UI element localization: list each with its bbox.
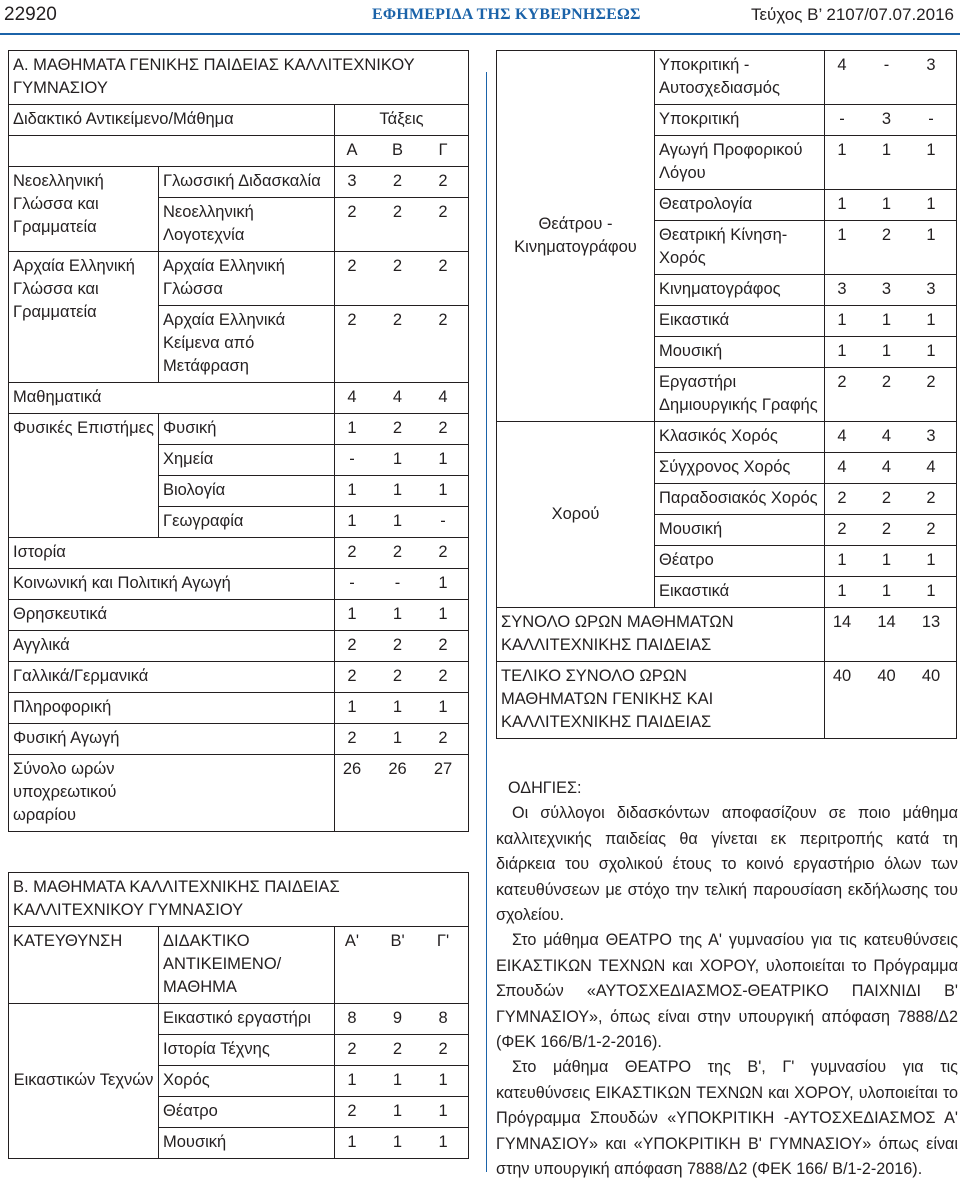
subject-cell: Θεατρολογία — [655, 190, 825, 221]
class-value: 1 — [837, 582, 847, 600]
subject-cell: Βιολογία — [159, 476, 335, 507]
subject-cell: Φυσική Αγωγή — [9, 724, 335, 755]
value-cell — [335, 476, 469, 507]
class-value: 2 — [438, 636, 448, 654]
class-value: Α — [346, 141, 358, 159]
class-value: 1 — [392, 1071, 403, 1089]
class-value: 2 — [438, 667, 448, 685]
table-row — [9, 569, 469, 600]
class-value: 2 — [438, 419, 448, 437]
value-cell — [825, 662, 957, 739]
class-value: 1 — [837, 551, 847, 569]
group-cell: Εικαστικών Τεχνών — [9, 1004, 159, 1159]
class-value: 4 — [837, 427, 847, 445]
table-row — [9, 136, 469, 167]
subject-cell: Θέατρο — [655, 546, 825, 577]
value-cell — [335, 1004, 469, 1035]
class-value: - — [440, 512, 446, 530]
subject-cell: Μουσική — [159, 1128, 335, 1159]
class-value: 1 — [438, 1133, 448, 1151]
instructions-paragraph: Οι σύλλογοι διδασκόντων αποφασίζουν σε ποιο μάθημα καλλιτεχνικής παιδείας θα γίνεται εκ περιτροπής κατά τη διάρκεια του σχολικού έτους το κοινό εργαστήριο όλων των κατευθύνσεων με στόχο την τελική παρουσίαση εκδήλωσης του σχολείου. — [496, 804, 958, 925]
value-cell — [825, 105, 957, 136]
total-label: ΤΕΛΙΚΟ ΣΥΝΟΛΟ ΩΡΩΝ ΜΑΘΗΜΑΤΩΝ ΓΕΝΙΚΗΣ ΚΑΙ ΚΑΛΛΙΤΕΧΝΙΚΗΣ ΠΑΙΔΕΙΑΣ — [497, 662, 825, 739]
table-row — [497, 422, 957, 453]
subject-header: ΔΙΔΑΚΤΙΚΟ ΑΝΤΙΚΕΙΜΕΝΟ/ ΜΑΘΗΜΑ — [159, 927, 335, 1004]
class-value: 2 — [438, 172, 448, 190]
table-b-title: Β. ΜΑΘΗΜΑΤΑ ΚΑΛΛΙΤΕΧΝΙΚΗΣ ΠΑΙΔΕΙΑΣ ΚΑΛΛΙΤΕΧΝΙΚΟΥ ΓΥΜΝΑΣΙΟΥ — [9, 873, 469, 927]
subject-cell: Σύγχρονος Χορός — [655, 453, 825, 484]
class-value: 1 — [837, 342, 847, 360]
value-cell — [335, 631, 469, 662]
class-value: 1 — [392, 1133, 403, 1151]
class-value: Γ' — [436, 932, 450, 950]
class-value: 3 — [881, 110, 892, 128]
class-value: 2 — [392, 172, 403, 190]
class-value: 2 — [881, 520, 892, 538]
class-value: 2 — [438, 257, 448, 275]
subject-cell: Θεατρική Κίνηση-Χορός — [655, 221, 825, 275]
class-value: 40 — [921, 667, 941, 685]
subject-cell: Κλασικός Χορός — [655, 422, 825, 453]
class-value: 1 — [347, 481, 357, 499]
group-cell: Θεάτρου - Κινηματογράφου — [497, 51, 655, 422]
value-cell — [825, 515, 957, 546]
class-value: 1 — [347, 512, 357, 530]
table-row — [9, 631, 469, 662]
value-cell — [335, 755, 469, 832]
table-row — [9, 252, 469, 306]
table-row — [9, 167, 469, 198]
value-cell — [335, 414, 469, 445]
class-value: 2 — [392, 311, 403, 329]
class-value: 8 — [347, 1009, 357, 1027]
value-cell — [825, 422, 957, 453]
subject-cell: Γλωσσική Διδασκαλία — [159, 167, 335, 198]
class-value: 1 — [438, 605, 448, 623]
class-value: 2 — [837, 520, 847, 538]
class-value: 1 — [837, 311, 847, 329]
value-cell — [335, 1066, 469, 1097]
value-cell — [825, 484, 957, 515]
column-separator — [486, 72, 487, 1172]
class-value: 3 — [926, 280, 936, 298]
class-value: 2 — [881, 373, 892, 391]
class-value: 1 — [392, 481, 403, 499]
subject-cell: Εικαστικά — [655, 577, 825, 608]
subject-cell: Εικαστικά — [655, 306, 825, 337]
value-cell — [335, 927, 469, 1004]
class-value: - — [394, 574, 401, 592]
class-value: 1 — [438, 698, 448, 716]
table-row — [9, 755, 469, 832]
class-value: 2 — [347, 311, 357, 329]
class-value: 4 — [837, 458, 847, 476]
class-value: 4 — [881, 458, 892, 476]
table-row — [9, 383, 469, 414]
class-value: 3 — [347, 172, 357, 190]
value-cell — [335, 693, 469, 724]
class-value: 8 — [438, 1009, 448, 1027]
table-row — [497, 51, 957, 105]
subject-cell: Παραδοσιακός Χορός — [655, 484, 825, 515]
class-value: 40 — [877, 667, 896, 685]
class-value: 1 — [392, 450, 403, 468]
subject-cell: Ιστορία — [9, 538, 335, 569]
table-row — [9, 724, 469, 755]
class-value: 1 — [438, 450, 448, 468]
value-cell — [335, 167, 469, 198]
page-header — [0, 0, 960, 34]
class-value: 26 — [342, 760, 362, 778]
subject-cell: Μουσική — [655, 515, 825, 546]
class-value: 4 — [392, 388, 403, 406]
class-value: - — [928, 110, 934, 128]
value-cell — [335, 252, 469, 306]
class-value: 2 — [438, 311, 448, 329]
class-value: Β' — [390, 932, 405, 950]
subject-cell: Μαθηματικά — [9, 383, 335, 414]
value-cell — [335, 136, 469, 167]
value-cell — [335, 306, 469, 383]
group-cell: Χορού — [497, 422, 655, 608]
class-value: 2 — [438, 543, 448, 561]
class-value: 1 — [438, 481, 448, 499]
class-value: 1 — [926, 141, 936, 159]
classes-header: Τάξεις — [335, 105, 469, 136]
class-value: 4 — [438, 388, 448, 406]
artistic-education-table-right — [496, 50, 957, 739]
class-value: Γ — [438, 141, 448, 159]
value-cell — [335, 445, 469, 476]
value-cell — [335, 1097, 469, 1128]
subject-cell: Γεωγραφία — [159, 507, 335, 538]
value-cell — [825, 453, 957, 484]
subject-cell: Θρησκευτικά — [9, 600, 335, 631]
table-row — [9, 1004, 469, 1035]
value-cell — [825, 221, 957, 275]
value-cell — [335, 1035, 469, 1066]
class-value: 2 — [837, 373, 847, 391]
class-value: 1 — [438, 574, 448, 592]
class-value: 14 — [832, 613, 852, 631]
value-cell — [335, 569, 469, 600]
class-value: 2 — [392, 543, 403, 561]
instructions-heading: ΟΔΗΓΙΕΣ: — [508, 779, 582, 797]
class-value: 3 — [837, 280, 847, 298]
value-cell — [335, 507, 469, 538]
subject-cell: Αγωγή Προφορικού Λόγου — [655, 136, 825, 190]
table-row — [497, 662, 957, 739]
class-value: 2 — [347, 1040, 357, 1058]
value-cell — [335, 538, 469, 569]
subject-cell: Αρχαία Ελληνική Γλώσσα — [159, 252, 335, 306]
class-value: 1 — [926, 551, 936, 569]
class-value: 1 — [438, 1071, 448, 1089]
class-value: 2 — [926, 489, 936, 507]
value-cell — [825, 337, 957, 368]
class-value: 1 — [347, 419, 357, 437]
table-row — [9, 414, 469, 445]
class-value: 3 — [926, 56, 936, 74]
class-value: 3 — [881, 280, 892, 298]
table-row — [9, 51, 469, 105]
subject-cell: Αγγλικά — [9, 631, 335, 662]
class-value: 2 — [392, 636, 403, 654]
total-label: Σύνολο ωρών υποχρεωτικού ωραρίου — [9, 755, 335, 832]
class-value: 2 — [347, 203, 357, 221]
class-value: 1 — [347, 698, 357, 716]
table-row — [9, 927, 469, 1004]
table-a-title: Α. ΜΑΘΗΜΑΤΑ ΓΕΝΙΚΗΣ ΠΑΙΔΕΙΑΣ ΚΑΛΛΙΤΕΧΝΙΚΟΥ ΓΥΜΝΑΣΙΟΥ — [9, 51, 469, 105]
class-value: 2 — [438, 1040, 448, 1058]
subject-cell: Εικαστικό εργαστήρι — [159, 1004, 335, 1035]
class-value: 2 — [347, 729, 357, 747]
value-cell — [825, 368, 957, 422]
class-value: 2 — [392, 257, 403, 275]
class-value: 4 — [837, 56, 847, 74]
subject-cell: Θέατρο — [159, 1097, 335, 1128]
value-cell — [335, 724, 469, 755]
class-value: 4 — [881, 427, 892, 445]
general-education-table — [8, 50, 469, 832]
class-value: 4 — [347, 388, 357, 406]
value-cell — [825, 136, 957, 190]
value-cell — [335, 600, 469, 631]
class-value: 2 — [392, 1040, 403, 1058]
value-cell — [335, 198, 469, 252]
class-value: - — [349, 450, 355, 468]
class-value: 2 — [438, 729, 448, 747]
group-cell: Νεοελληνική Γλώσσα και Γραμματεία — [9, 167, 159, 252]
class-value: 2 — [392, 203, 403, 221]
artistic-education-table-left — [8, 872, 469, 1159]
class-value: 1 — [881, 582, 892, 600]
class-value: 1 — [837, 195, 847, 213]
class-value: 2 — [881, 226, 892, 244]
class-value: 2 — [347, 636, 357, 654]
table-row — [9, 693, 469, 724]
gazette-title: ΕΦΗΜΕΡΙΔΑ ΤΗΣ ΚΥΒΕΡΝΗΣΕΩΣ — [372, 6, 641, 23]
table-row — [497, 608, 957, 662]
subject-cell: Γαλλικά/Γερμανικά — [9, 662, 335, 693]
class-value: 4 — [926, 458, 936, 476]
subject-cell: Φυσική — [159, 414, 335, 445]
subject-cell: Κοινωνική και Πολιτική Αγωγή — [9, 569, 335, 600]
subject-cell: Νεοελληνική Λογοτεχνία — [159, 198, 335, 252]
value-cell — [825, 306, 957, 337]
subject-cell: Υποκριτική — [655, 105, 825, 136]
group-cell: Φυσικές Επιστήμες — [9, 414, 159, 538]
class-value: 1 — [347, 605, 357, 623]
subject-cell: Αρχαία Ελληνικά Κείμενα από Μετάφραση — [159, 306, 335, 383]
class-value: Α' — [344, 932, 360, 950]
class-value: 2 — [347, 543, 357, 561]
instructions-section — [496, 776, 958, 1183]
class-value: 2 — [347, 257, 357, 275]
subject-cell: Υποκριτική - Αυτοσχεδιασμός — [655, 51, 825, 105]
header-rule — [0, 33, 960, 35]
class-value: 1 — [926, 195, 936, 213]
class-value: 1 — [926, 582, 936, 600]
class-value: - — [839, 110, 845, 128]
value-cell — [825, 275, 957, 306]
value-cell — [335, 662, 469, 693]
class-value: 1 — [392, 1102, 403, 1120]
class-value: 1 — [438, 1102, 448, 1120]
table-row — [9, 662, 469, 693]
subject-cell: Ιστορία Τέχνης — [159, 1035, 335, 1066]
value-cell — [9, 136, 335, 167]
class-value: 3 — [926, 427, 936, 445]
class-value: 1 — [392, 698, 403, 716]
class-value: 1 — [926, 311, 936, 329]
subject-cell: Εργαστήρι Δημιουργικής Γραφής — [655, 368, 825, 422]
class-value: 2 — [347, 667, 357, 685]
class-value: 1 — [881, 342, 892, 360]
table-row — [9, 873, 469, 927]
class-value: 1 — [392, 512, 403, 530]
class-value: 2 — [392, 667, 403, 685]
class-value: 2 — [438, 203, 448, 221]
class-value: 9 — [392, 1009, 403, 1027]
value-cell — [335, 383, 469, 414]
value-cell — [825, 577, 957, 608]
value-cell — [825, 190, 957, 221]
class-value: 26 — [388, 760, 407, 778]
page-number: 22920 — [4, 4, 57, 25]
class-value: 1 — [347, 1071, 357, 1089]
value-cell — [825, 608, 957, 662]
class-value: 1 — [392, 605, 403, 623]
subject-cell: Πληροφορική — [9, 693, 335, 724]
class-value: 40 — [832, 667, 852, 685]
class-value: 27 — [433, 760, 453, 778]
class-value: 1 — [837, 141, 847, 159]
total-label: ΣΥΝΟΛΟ ΩΡΩΝ ΜΑΘΗΜΑΤΩΝ ΚΑΛΛΙΤΕΧΝΙΚΗΣ ΠΑΙΔΕΙΑΣ — [497, 608, 825, 662]
class-value: 1 — [881, 551, 892, 569]
subject-cell: Κινηματογράφος — [655, 275, 825, 306]
class-value: 2 — [881, 489, 892, 507]
value-cell — [335, 1128, 469, 1159]
issue-number: Τεύχος Β’ 2107/07.07.2016 — [750, 5, 954, 24]
class-value: 1 — [881, 311, 892, 329]
class-value: Β — [391, 141, 403, 159]
subject-header: Διδακτικό Αντικείμενο/Μάθημα — [9, 105, 335, 136]
class-value: 14 — [877, 613, 896, 631]
class-value: 1 — [926, 226, 936, 244]
class-value: 1 — [881, 141, 892, 159]
class-value: - — [883, 56, 890, 74]
subject-cell: Χορός — [159, 1066, 335, 1097]
instructions-paragraph: Στο μάθημα ΘΕΑΤΡΟ της Β', Γ' γυμνασίου για τις κατευθύνσεις ΕΙΚΑΣΤΙΚΩΝ ΤΕΧΝΩΝ και ΧΟΡΟΥ, υλοποιείται το Πρόγραμμα Σπουδών «ΥΠΟΚΡΙΤΙΚΗ -ΑΥΤΟΣΧΕΔΙΑΣΜΟΣ Α' ΓΥΜΝΑΣΙΟΥ» και «ΥΠΟΚΡΙΤΙΚΗ Β' ΓΥΜΝΑΣΙΟΥ» όπως είναι στην υπουργική απόφαση 7888/Δ2 (ΦΕΚ 166/ Β/1-2-2016). — [496, 1058, 958, 1179]
class-value: 1 — [347, 1133, 357, 1151]
class-value: 1 — [926, 342, 936, 360]
subject-cell: Χημεία — [159, 445, 335, 476]
value-cell — [825, 546, 957, 577]
table-row — [9, 105, 469, 136]
class-value: 2 — [837, 489, 847, 507]
class-value: 2 — [926, 520, 936, 538]
class-value: 1 — [837, 226, 847, 244]
direction-header: ΚΑΤΕΥΘΥΝΣΗ — [9, 927, 159, 1004]
class-value: 13 — [921, 613, 941, 631]
instructions-paragraph: Στο μάθημα ΘΕΑΤΡΟ της Α' γυμνασίου για τις κατευθύνσεις ΕΙΚΑΣΤΙΚΩΝ ΤΕΧΝΩΝ και ΧΟΡΟΥ, υλοποιείται το Πρόγραμμα Σπουδών «ΑΥΤΟΣΧΕΔΙΑΣΜΟΣ-ΘΕΑΤΡΙΚΟ ΠΑΙΧΝΙΔΙ Β' ΓΥΜΝΑΣΙΟΥ», όπως είναι στην υπουργική απόφαση 7888/Δ2 (ΦΕΚ 166/Β/1-2-2016). — [496, 931, 958, 1052]
table-row — [9, 600, 469, 631]
class-value: - — [349, 574, 355, 592]
group-cell: Αρχαία Ελληνική Γλώσσα και Γραμματεία — [9, 252, 159, 383]
class-value: 2 — [392, 419, 403, 437]
class-value: 2 — [926, 373, 936, 391]
class-value: 2 — [347, 1102, 357, 1120]
value-cell — [825, 51, 957, 105]
class-value: 1 — [881, 195, 892, 213]
table-row — [9, 538, 469, 569]
class-value: 1 — [392, 729, 403, 747]
subject-cell: Μουσική — [655, 337, 825, 368]
